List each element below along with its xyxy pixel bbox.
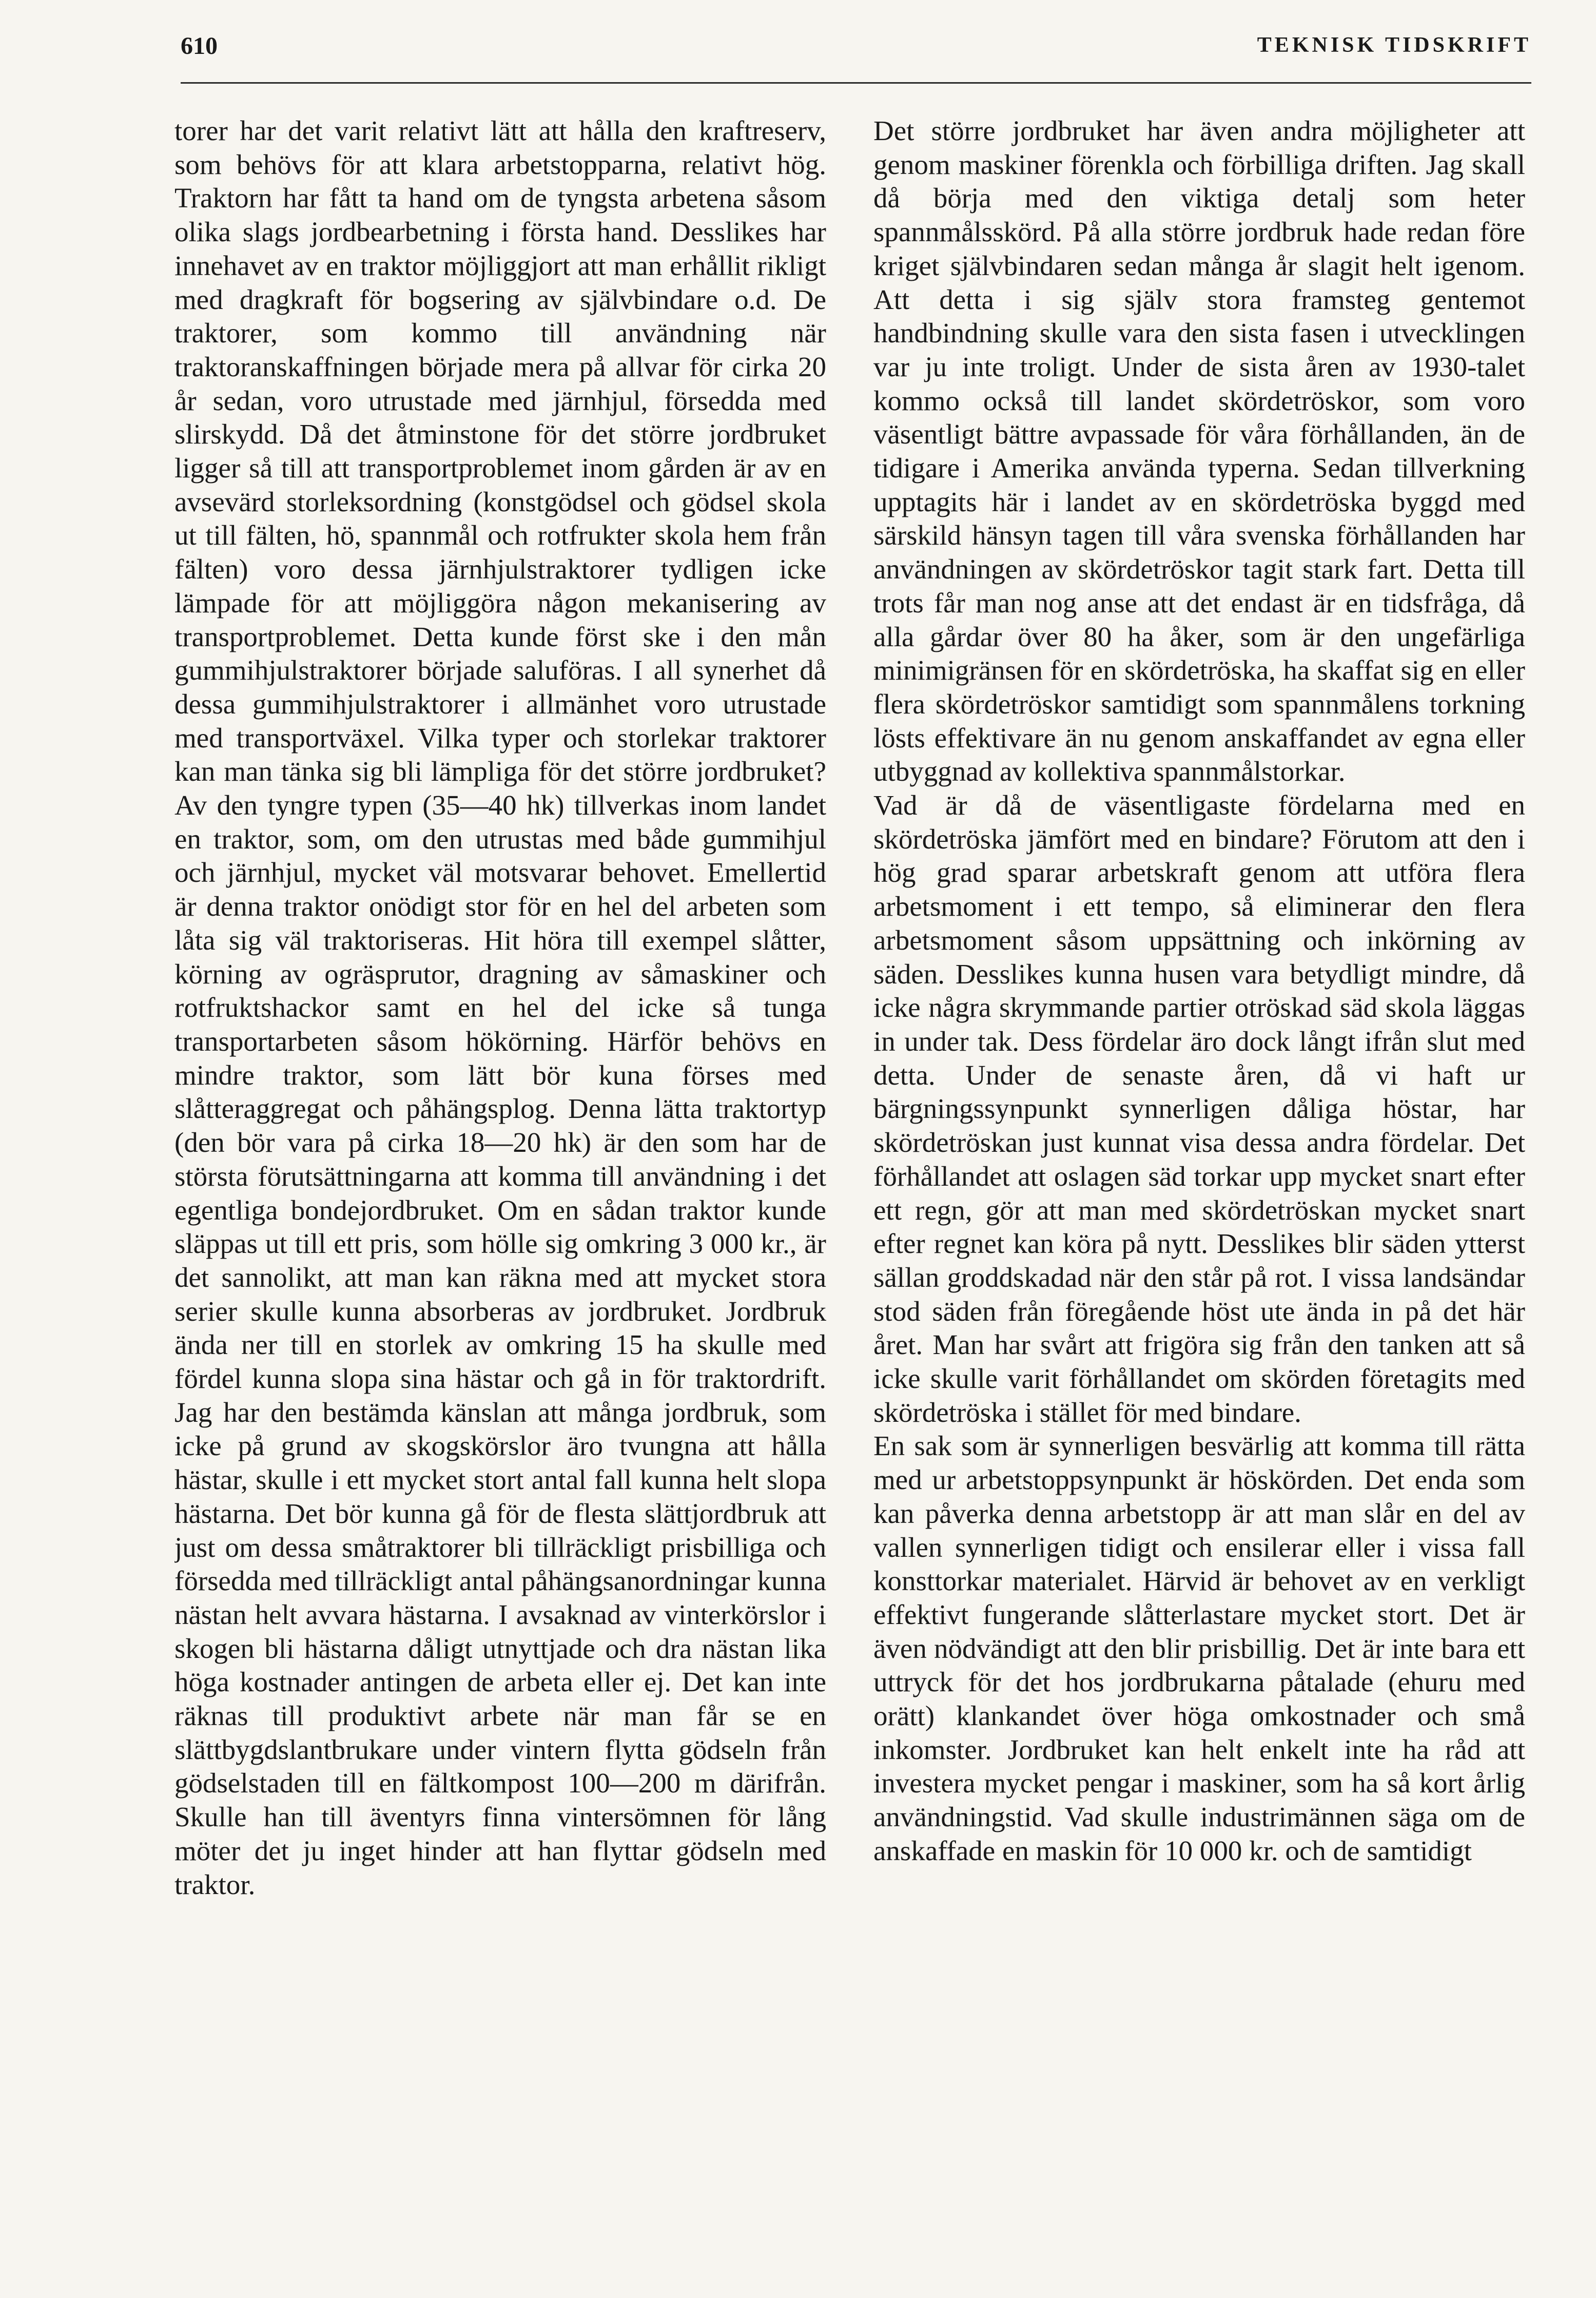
- journal-title: TEKNISK TIDSKRIFT: [1257, 33, 1531, 57]
- left-column: [174, 114, 826, 2270]
- right-paragraph-3: En sak som är synnerligen besvärlig att komma till rätta med ur arbetstoppsynpunkt är höskörden. Det enda som kan påverka denna arbetstopp är att man slår en del av vallen synnerligen tidigt och ensilerar eller i vissa fall konsttorkar materialet. Härvid är behovet av en verkligt effektivt fungerande slåtterlastare mycket stort. Det är även nödvändigt att den blir prisbillig. Det är inte bara ett uttryck för det hos jordbrukarna påtalade (ehuru med orätt) klankandet över höga omkostnader och små inkomster. Jordbruket kan helt enkelt inte ha råd att investera mycket pengar i maskiner, som ha så kort årlig användningstid. Vad skulle industrimännen säga om de anskaffade en maskin för 10 000 kr. och de samtidigt: [873, 1430, 1525, 1866]
- right-column: [873, 114, 1525, 2270]
- page-number: 610: [181, 32, 218, 60]
- left-paragraph-1: torer har det varit relativt lätt att hålla den kraftreserv, som behövs för att klara arbetstopparna, relativt hög. Traktorn har fått ta hand om de tyngsta arbetena såsom olika slags jordbearbetning i första hand. Desslikes har innehavet av en traktor möjliggjort att man erhållit rikligt med dragkraft för bogsering av självbindare o.d. De traktorer, som kommo till användning när traktoranskaffningen började mera på allvar för cirka 20 år sedan, voro utrustade med järnhjul, försedda med slirskydd. Då det åtminstone för det större jordbruket ligger så till att transportproblemet inom gården är av en avsevärd storleksordning (konstgödsel och gödsel skola ut till fälten, hö, spannmål och rotfrukter skola hem från fälten) voro dessa järnhjulstraktorer tydligen icke lämpade för att möjliggöra någon mekanisering av transportproblemet. Detta kunde först ske i den mån gummihjulstraktorer började saluföras. I all synerhet då dessa gummihjulstraktorer i allmänhet voro utrustade med transportväxel. Vilka typer och storlekar traktorer kan man tänka sig bli lämpliga för det större jordbruket? Av den tyngre typen (35—40 hk) tillverkas inom landet en traktor, som, om den utrustas med både gummihjul och järnhjul, mycket väl motsvarar behovet. Emellertid är denna traktor onödigt stor för en hel del arbeten som låta sig väl traktoriseras. Hit höra till exempel slåtter, körning av ogräsprutor, dragning av såmaskiner och rotfruktshackor samt en hel del icke så tunga transportarbeten såsom hökörning. Härför behövs en mindre traktor, som lätt bör kuna förses med slåtteraggregat och påhängsplog. Denna lätta traktortyp (den bör vara på cirka 18—20 hk) är den som har de största förutsättningarna att komma till användning i det egentliga bondejordbruket. Om en sådan traktor kunde släppas ut till ett pris, som hölle sig omkring 3 000 kr., är det sannolikt, att man kan räkna med att mycket stora serier skulle kunna absorberas av jordbruket. Jordbruk ända ner till en storlek av omkring 15 ha skulle med fördel kunna slopa sina hästar och gå in för traktordrift. Jag har den bestämda känslan att många jordbruk, som icke på grund av skogskörslor äro tvungna att hålla hästar, skulle i ett mycket stort antal fall kunna helt slopa hästarna. Det bör kunna gå för de flesta slättjordbruk att just om dessa småtraktorer bli tillräckligt prisbilliga och försedda med tillräckligt antal påhängsanordningar kunna nästan helt avvara hästarna. I avsaknad av vinterkörslor i skogen bli hästarna dåligt utnyttjade och dra nästan lika höga kostnader antingen de arbeta eller ej. Det kan inte räknas till produktivt arbete när man får se en slättbygdslantbrukare under vintern flytta gödseln från gödselstaden till en fältkompost 100—200 m därifrån. Skulle han till äventyrs finna vintersömnen för lång möter det ju inget hinder att han flyttar gödseln med traktor.: [174, 115, 826, 1900]
- page-header: [181, 26, 1531, 84]
- right-paragraph-2: Vad är då de väsentligaste fördelarna med en skördetröska jämfört med en bindare? Förutom att den i hög grad sparar arbetskraft genom att utföra flera arbetsmoment i ett tempo, så eliminerar den flera arbetsmoment såsom uppsättning och inkörning av säden. Desslikes kunna husen vara betydligt mindre, då icke några skrymmande partier otröskad säd skola läggas in under tak. Dess fördelar äro dock långt ifrån slut med detta. Under de senaste åren, då vi haft ur bärgningssynpunkt synnerligen dåliga höstar, har skördetröskan just kunnat visa dessa andra fördelar. Det förhållandet att oslagen säd torkar upp mycket snart efter ett regn, gör att man med skördetröskan mycket snart efter regnet kan köra på nytt. Desslikes blir säden ytterst sällan groddskadad när den står på rot. I vissa landsändar stod säden från föregående höst ute ända in på det här året. Man har svårt att frigöra sig från den tanken att så icke skulle varit förhållandet om skörden företagits med skördetröska i stället för med bindare.: [873, 789, 1525, 1428]
- right-paragraph-1: Det större jordbruket har även andra möjligheter att genom maskiner förenkla och förbilliga driften. Jag skall då börja med den viktiga detalj som heter spannmålsskörd. På alla större jordbruk hade redan före kriget självbindaren sedan många år slagit helt igenom. Att detta i sig själv stora framsteg gentemot handbindning skulle vara den sista fasen i utvecklingen var ju inte troligt. Under de sista åren av 1930-talet kommo också till landet skördetröskor, som voro väsentligt bättre avpassade för våra förhållanden, än de tidigare i Amerika använda typerna. Sedan tillverkning upptagits här i landet av en skördetröska byggd med särskild hänsyn tagen till våra svenska förhållanden har användningen av skördetröskor tagit stark fart. Detta till trots får man nog anse att det endast är en tidsfråga, då alla gårdar över 80 ha åker, som är den ungefärliga minimigränsen för en skördetröska, ha skaffat sig en eller flera skördetröskor samtidigt som spannmålens torkning lösts effektivare än nu genom anskaffandet av egna eller utbyggnad av kollektiva spannmålstorkar.: [873, 115, 1525, 787]
